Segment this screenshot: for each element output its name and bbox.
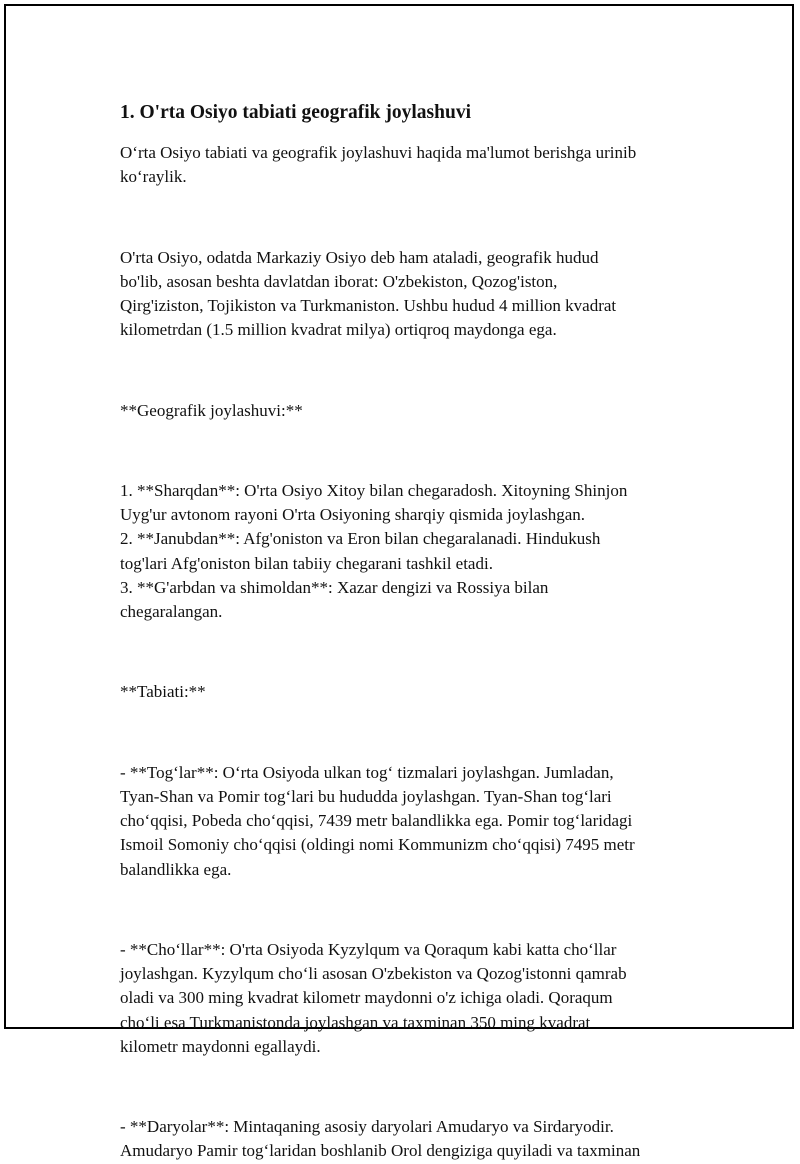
text-line: chegaralangan.: [120, 602, 223, 621]
text-line: tog'lari Afg'oniston bilan tabiiy chegarani tashkil etadi.: [120, 553, 493, 573]
text-line: **Geografik joylashuvi:**: [120, 400, 303, 420]
page-frame: [4, 4, 794, 1161]
blank-line: [120, 898, 700, 922]
blank-line: [120, 640, 700, 664]
document-lines: [120, 141, 700, 1164]
document-body: [120, 98, 700, 1164]
text-line: oladi va 300 ming kvadrat kilometr maydonni o'z ichiga oladi. Qoraqum: [120, 988, 613, 1008]
text-line: cho‘qqisi, Pobeda cho‘qqisi, 7439 metr balandlikka ega. Pomir tog‘laridagi: [120, 811, 633, 831]
text-line: ko‘raylik.: [120, 167, 187, 187]
text-line: 2. **Janubdan**: Afg'oniston va Eron bilan chegaralanadi. Hindukush: [120, 529, 601, 549]
blank-line: [120, 205, 700, 229]
text-line: 1. **Sharqdan**: O'rta Osiyo Xitoy bilan chegaradosh. Xitoyning Shinjon: [120, 480, 628, 500]
text-line: O'rta Osiyo, odatda Markaziy Osiyo deb ham ataladi, geografik hudud: [120, 247, 599, 267]
text-line: balandlikka ega.: [120, 859, 232, 879]
text-line: Tyan-Shan va Pomir tog‘lari bu hududda joylashgan. Tyan-Shan tog‘lari: [120, 786, 612, 806]
text-line: - **Tog‘lar**: O‘rta Osiyoda ulkan tog‘ tizmalari joylashgan. Jumladan,: [120, 762, 614, 782]
text-line: **Tabiati:**: [120, 682, 206, 702]
blank-line: [120, 1075, 700, 1099]
text-line: - **Cho‘llar**: O'rta Osiyoda Kyzylqum va Qoraqum kabi katta cho‘llar: [120, 939, 617, 959]
text-line: kilometr maydonni egallaydi.: [120, 1036, 321, 1056]
text-line: kilometrdan (1.5 million kvadrat milya) ortiqroq maydonga ega.: [120, 320, 557, 340]
text-line: Amudaryo Pamir tog‘laridan boshlanib Orol dengiziga quyiladi va taxminan: [120, 1141, 641, 1161]
text-line: - **Daryolar**: Mintaqaning asosiy daryolari Amudaryo va Sirdaryodir.: [120, 1117, 614, 1137]
blank-line: [120, 358, 700, 382]
text-line: O‘rta Osiyo tabiati va geografik joylashuvi haqida ma'lumot berishga urinib: [120, 143, 637, 162]
text-line: joylashgan. Kyzylqum cho‘li asosan O'zbekiston va Qozog'istonni qamrab: [120, 964, 627, 984]
text-line: Qirg'iziston, Tojikiston va Turkmaniston. Ushbu hudud 4 million kvadrat: [120, 296, 617, 315]
text-line: Ismoil Somoniy cho‘qqisi (oldingi nomi Kommunizm cho‘qqisi) 7495 metr: [120, 835, 635, 855]
text-line: cho‘li esa Turkmanistonda joylashgan va taxminan 350 ming kvadrat: [120, 1012, 591, 1032]
text-line: Uyg'ur avtonom rayoni O'rta Osiyoning sharqiy qismida joylashgan.: [120, 505, 586, 525]
text-line: 3. **G'arbdan va shimoldan**: Xazar dengizi va Rossiya bilan: [120, 577, 549, 597]
text-line: bo'lib, asosan beshta davlatdan iborat: O'zbekiston, Qozog'iston,: [120, 271, 558, 291]
blank-line: [120, 439, 700, 463]
blank-line: [120, 721, 700, 745]
document-title: 1. O'rta Osiyo tabiati geografik joylashuvi: [120, 102, 471, 123]
